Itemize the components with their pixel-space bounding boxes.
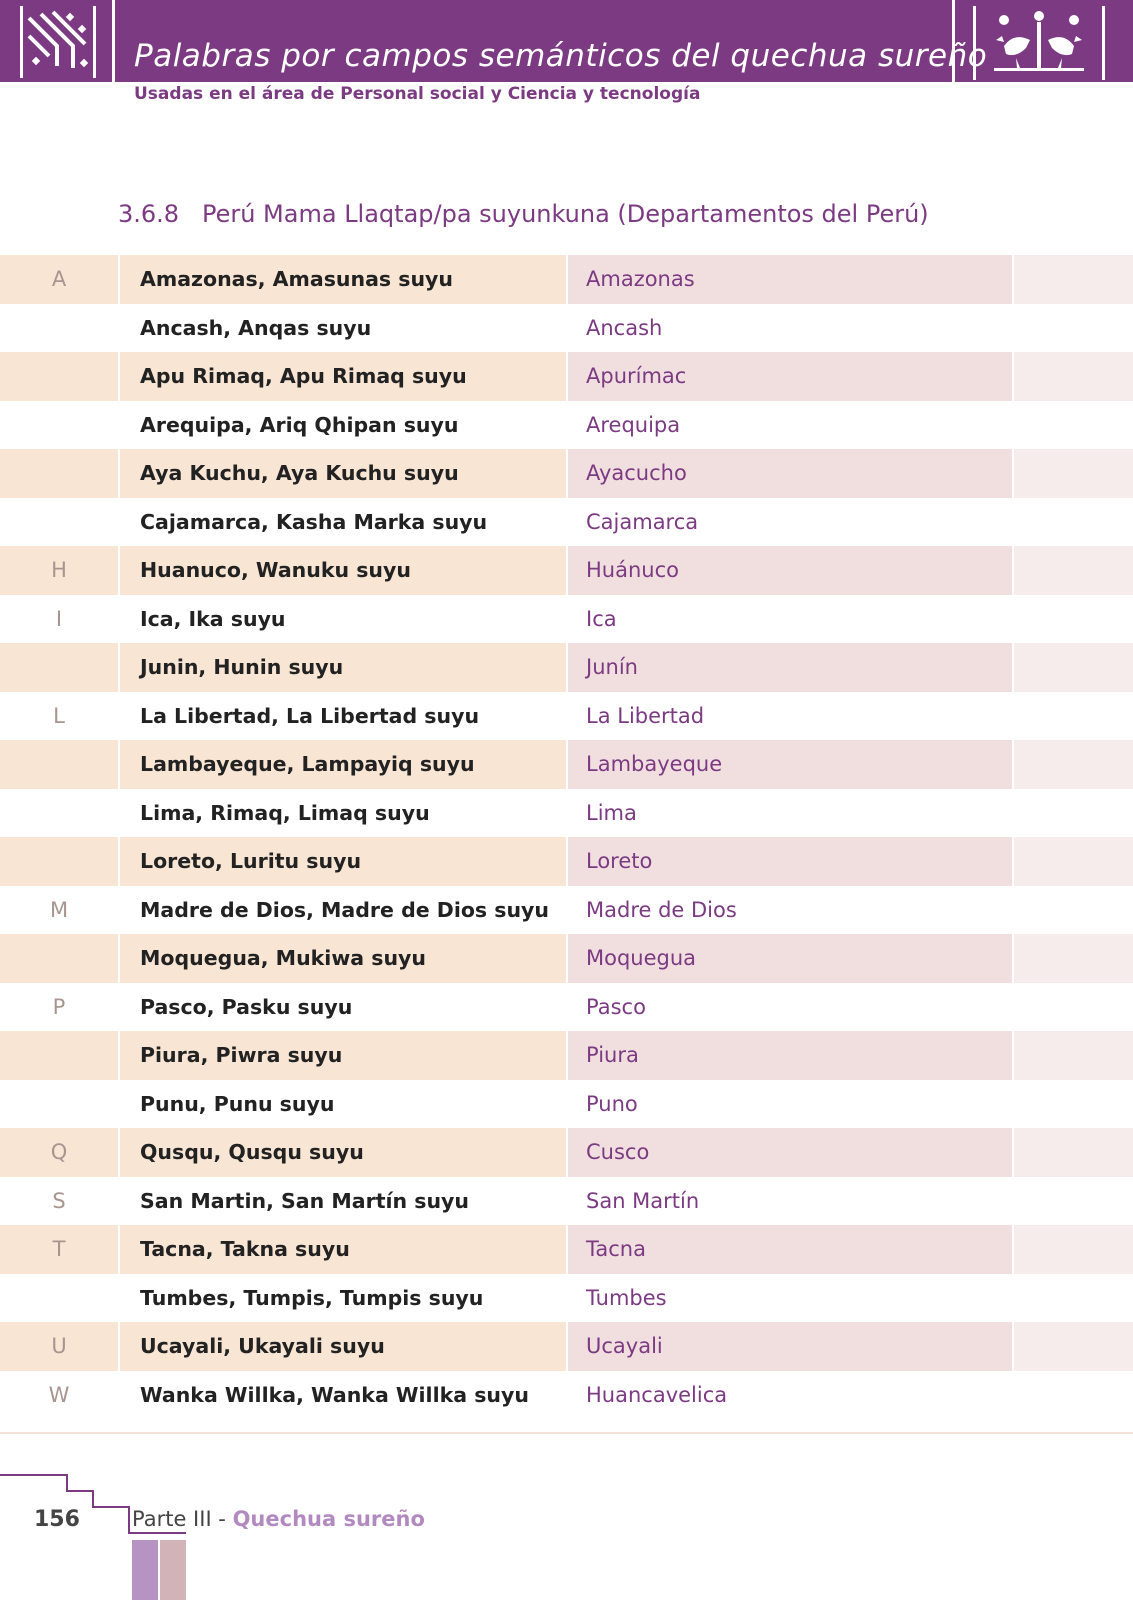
table-bottom-rule [0, 1432, 1133, 1434]
letter-cell [0, 643, 118, 692]
spanish-cell: Cusco [568, 1128, 1012, 1177]
quechua-cell: Amazonas, Amasunas suyu [120, 255, 566, 304]
row-end-cell [1014, 740, 1133, 789]
spanish-cell: La Libertad [586, 703, 705, 728]
header-subtitle: Usadas en el área de Personal social y Ciencia y tecnología [134, 84, 701, 104]
row-end-cell [1014, 304, 1133, 353]
spanish-cell: Lima [586, 800, 637, 825]
table-row [0, 886, 1133, 935]
table-row [0, 983, 1133, 1032]
letter-cell [0, 304, 118, 353]
quechua-cell: Qusqu, Qusqu suyu [120, 1128, 566, 1177]
row-end-cell [1014, 1371, 1133, 1420]
letter-cell: M [49, 897, 69, 922]
spanish-cell: Amazonas [568, 255, 1012, 304]
quechua-cell: Apu Rimaq, Apu Rimaq suyu [120, 352, 566, 401]
birds-tree-emblem-icon [973, 6, 1105, 80]
spanish-cell: Ucayali [568, 1322, 1012, 1371]
letter-cell [0, 740, 118, 789]
part-name: Quechua sureño [232, 1507, 425, 1531]
quechua-cell: Ancash, Anqas suyu [140, 315, 372, 340]
quechua-cell: Loreto, Luritu suyu [120, 837, 566, 886]
letter-cell: L [53, 703, 65, 728]
quechua-cell: Cajamarca, Kasha Marka suyu [140, 509, 488, 534]
letter-cell [0, 1274, 118, 1323]
quechua-cell: Wanka Willka, Wanka Willka suyu [140, 1382, 529, 1407]
letter-cell [0, 934, 118, 983]
table-row [0, 1128, 1133, 1177]
letter-cell: I [55, 606, 63, 631]
row-end-cell [1014, 692, 1133, 741]
quechua-cell: Punu, Punu suyu [140, 1091, 335, 1116]
spanish-cell: Puno [586, 1091, 638, 1116]
row-end-cell [1014, 1274, 1133, 1323]
table-row [0, 740, 1133, 789]
spanish-cell: Loreto [568, 837, 1012, 886]
quechua-cell: Huanuco, Wanuku suyu [120, 546, 566, 595]
footer-part-label [132, 1507, 425, 1531]
table-row [0, 449, 1133, 498]
table-row [0, 304, 1133, 353]
section-title [118, 200, 929, 228]
letter-cell: S [52, 1188, 66, 1213]
spanish-cell: Ayacucho [568, 449, 1012, 498]
quechua-cell: Aya Kuchu, Aya Kuchu suyu [120, 449, 566, 498]
quechua-cell: Junin, Hunin suyu [120, 643, 566, 692]
spanish-cell: Huancavelica [586, 1382, 728, 1407]
row-end-cell [1014, 255, 1133, 304]
quechua-cell: Lambayeque, Lampayiq suyu [120, 740, 566, 789]
table-row [0, 255, 1133, 304]
table-row [0, 1274, 1133, 1323]
letter-cell: W [48, 1382, 70, 1407]
table-row [0, 595, 1133, 644]
letter-cell: Q [0, 1128, 118, 1177]
row-end-cell [1014, 401, 1133, 450]
quechua-cell: Pasco, Pasku suyu [140, 994, 353, 1019]
spanish-cell: Ancash [586, 315, 663, 340]
spanish-cell: Piura [568, 1031, 1012, 1080]
footer-color-bar [132, 1540, 158, 1600]
letter-cell: U [0, 1322, 118, 1371]
row-end-cell [1014, 595, 1133, 644]
table-row [0, 1225, 1133, 1274]
letter-cell [0, 837, 118, 886]
table-row [0, 643, 1133, 692]
row-end-cell [1014, 1031, 1133, 1080]
footer-step-line [0, 1474, 68, 1476]
row-end-cell [1014, 934, 1133, 983]
table-row [0, 1322, 1133, 1371]
letter-cell [0, 789, 118, 838]
row-end-cell [1014, 1177, 1133, 1226]
footer-color-bar [160, 1540, 186, 1600]
spanish-cell: Ica [586, 606, 617, 631]
table-row [0, 934, 1133, 983]
table-row [0, 401, 1133, 450]
row-end-cell [1014, 546, 1133, 595]
spanish-cell: Tacna [568, 1225, 1012, 1274]
spanish-cell: Tumbes [586, 1285, 667, 1310]
textile-logo-left-icon [14, 6, 102, 78]
quechua-cell: Piura, Piwra suyu [120, 1031, 566, 1080]
letter-cell [0, 1080, 118, 1129]
spanish-cell: Pasco [586, 994, 646, 1019]
spanish-cell: San Martín [586, 1188, 700, 1213]
table-row [0, 1371, 1133, 1420]
page-number: 156 [34, 1507, 80, 1532]
table-row [0, 837, 1133, 886]
row-end-cell [1014, 1128, 1133, 1177]
spanish-cell: Moquegua [568, 934, 1012, 983]
quechua-cell: La Libertad, La Libertad suyu [140, 703, 480, 728]
footer-step-line [128, 1532, 186, 1534]
letter-cell [0, 352, 118, 401]
letter-cell: H [0, 546, 118, 595]
row-end-cell [1014, 643, 1133, 692]
row-end-cell [1014, 837, 1133, 886]
quechua-cell: San Martin, San Martín suyu [140, 1188, 470, 1213]
letter-cell: A [0, 255, 118, 304]
footer-step-line [92, 1506, 130, 1508]
spanish-cell: Huánuco [568, 546, 1012, 595]
quechua-cell: Tumbes, Tumpis, Tumpis suyu [140, 1285, 484, 1310]
footer-step-line [66, 1490, 94, 1492]
footer-step-line [128, 1506, 130, 1534]
spanish-cell: Lambayeque [568, 740, 1012, 789]
table-row [0, 498, 1133, 547]
quechua-cell: Lima, Rimaq, Limaq suyu [140, 800, 430, 825]
row-end-cell [1014, 983, 1133, 1032]
section-title-text: Perú Mama Llaqtap/pa suyunkuna (Departamentos del Perú) [201, 200, 929, 228]
row-end-cell [1014, 1080, 1133, 1129]
spanish-cell: Apurímac [568, 352, 1012, 401]
letter-cell: T [0, 1225, 118, 1274]
table-row [0, 1177, 1133, 1226]
table-row [0, 692, 1133, 741]
quechua-cell: Moquegua, Mukiwa suyu [120, 934, 566, 983]
quechua-cell: Ucayali, Ukayali suyu [120, 1322, 566, 1371]
row-end-cell [1014, 886, 1133, 935]
row-end-cell [1014, 789, 1133, 838]
spanish-cell: Cajamarca [586, 509, 699, 534]
section-number: 3.6.8 [118, 200, 180, 228]
part-label: Parte III - [132, 1507, 226, 1531]
table-row [0, 1080, 1133, 1129]
table-row [0, 789, 1133, 838]
row-end-cell [1014, 449, 1133, 498]
spanish-cell: Junín [568, 643, 1012, 692]
table-row [0, 352, 1133, 401]
letter-cell: P [52, 994, 66, 1019]
quechua-cell: Tacna, Takna suyu [120, 1225, 566, 1274]
letter-cell [0, 1031, 118, 1080]
table-row [0, 1031, 1133, 1080]
letter-cell [0, 449, 118, 498]
quechua-cell: Arequipa, Ariq Qhipan suyu [140, 412, 459, 437]
letter-cell [0, 498, 118, 547]
row-end-cell [1014, 352, 1133, 401]
header-divider [112, 0, 115, 82]
row-end-cell [1014, 498, 1133, 547]
letter-cell [0, 401, 118, 450]
row-end-cell [1014, 1322, 1133, 1371]
row-end-cell [1014, 1225, 1133, 1274]
quechua-cell: Ica, Ika suyu [140, 606, 286, 631]
table-row [0, 546, 1133, 595]
spanish-cell: Madre de Dios [586, 897, 737, 922]
quechua-cell: Madre de Dios, Madre de Dios suyu [140, 897, 550, 922]
departments-table [0, 255, 1133, 1419]
header-title: Palabras por campos semánticos del quechua sureño [134, 38, 988, 74]
spanish-cell: Arequipa [586, 412, 681, 437]
